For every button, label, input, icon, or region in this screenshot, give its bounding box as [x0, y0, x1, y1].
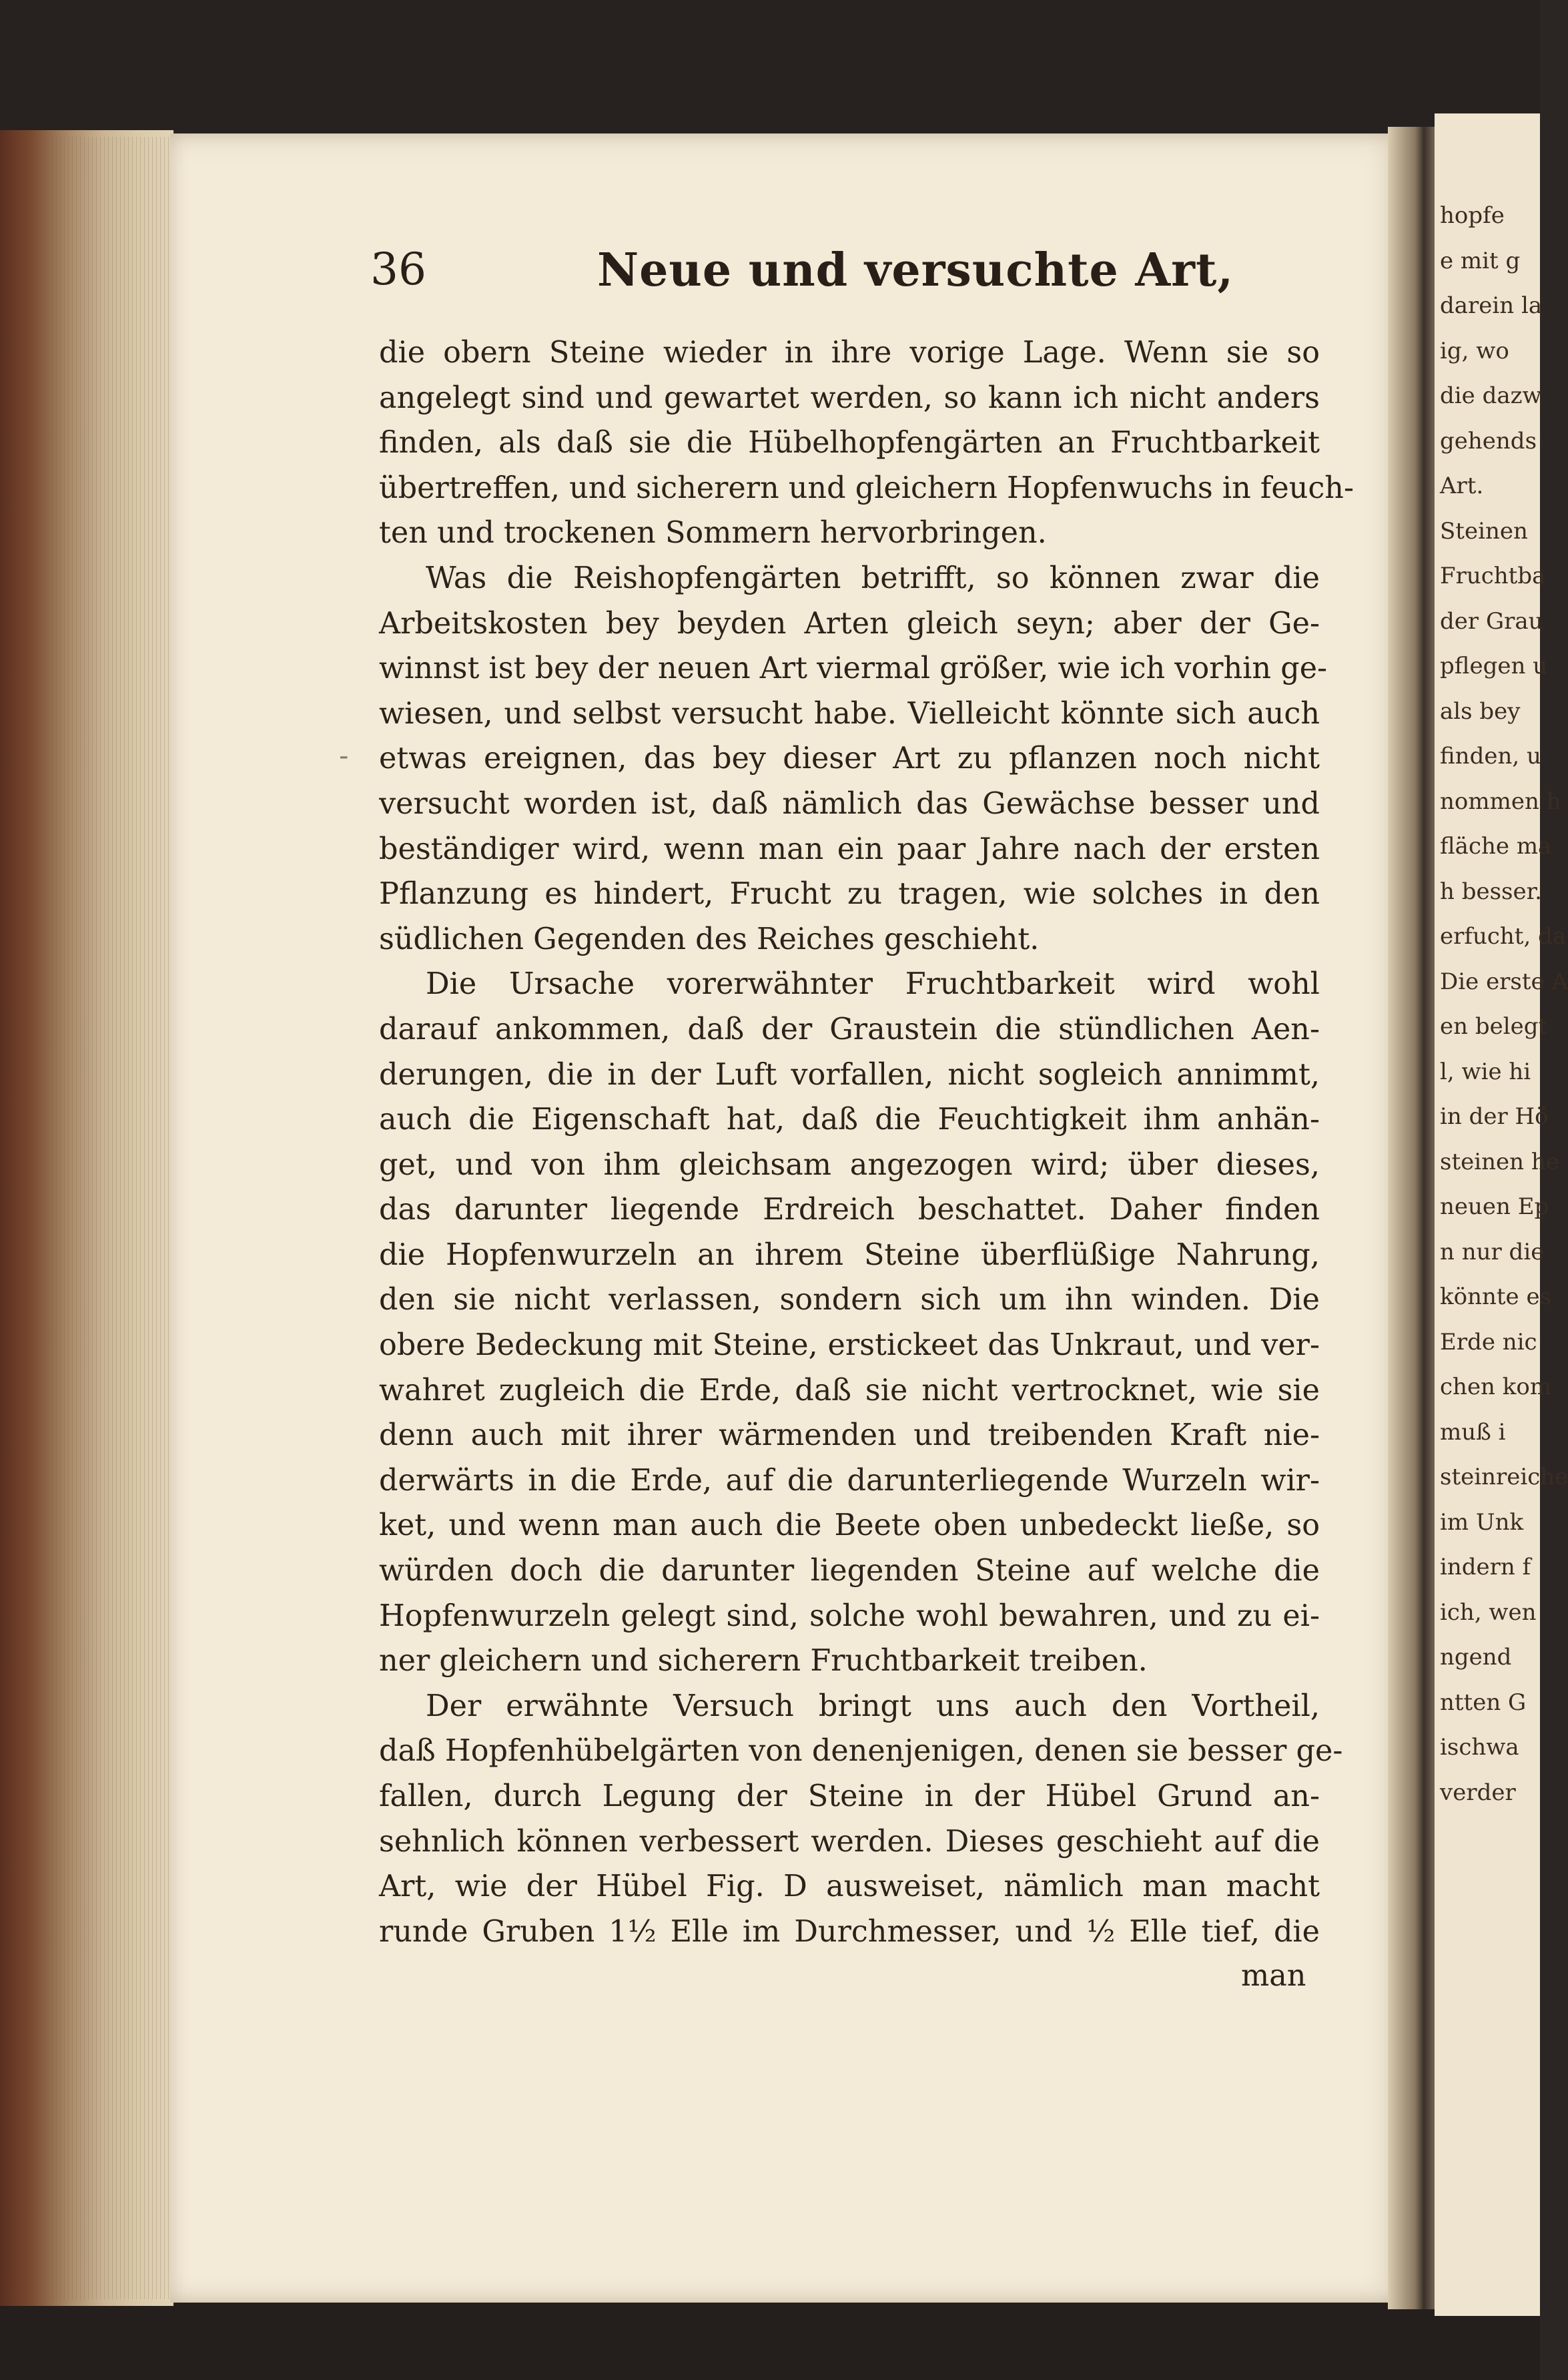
- next-page-fragment: könnte es: [1440, 1283, 1552, 1310]
- next-page-fragment: muß i: [1440, 1418, 1506, 1446]
- text-line: beständiger wird, wenn man ein paar Jahre nach der ersten: [379, 832, 1320, 866]
- text-line: das darunter liegende Erdreich beschattet. Daher finden: [379, 1193, 1320, 1227]
- text-line: sehnlich können verbessert werden. Dieses geschieht auf die: [379, 1824, 1320, 1859]
- next-page-fragment: Steinen: [1440, 517, 1528, 545]
- next-page-fragment: indern f: [1440, 1554, 1531, 1580]
- background-top: [0, 0, 1540, 143]
- next-page-fragment: nommen h: [1440, 788, 1561, 815]
- text-line: wahret zugleich die Erde, daß sie nicht vertrocknet, wie sie: [379, 1373, 1320, 1408]
- next-page-fragment: die dazw: [1440, 382, 1542, 409]
- text-line: derungen, die in der Luft vorfallen, nicht sogleich annimmt,: [379, 1057, 1320, 1092]
- text-line: den sie nicht verlassen, sondern sich um ihn winden. Die: [379, 1283, 1320, 1317]
- text-line: darauf ankommen, daß der Graustein die stündlichen Aen-: [379, 1012, 1320, 1047]
- next-page-fragment: l, wie hi: [1440, 1058, 1531, 1085]
- next-page-fragment: ich, wen: [1440, 1598, 1537, 1626]
- text-line: runde Gruben 1½ Elle im Durchmesser, und ½ Elle tief, die: [379, 1914, 1320, 1949]
- next-page-fragment: der Grau: [1440, 607, 1543, 635]
- next-page-fragment: en belegt: [1440, 1013, 1548, 1040]
- text-line: ket, und wenn man auch die Beete oben unbedeckt ließe, so: [379, 1508, 1320, 1543]
- next-page-fragment: finden, u: [1440, 743, 1541, 770]
- text-line: ten und trockenen Sommern hervorbringen.: [379, 516, 1047, 551]
- next-page-fragment: chen kom: [1440, 1374, 1552, 1400]
- text-line: die Hopfenwurzeln an ihrem Steine überflüßige Nahrung,: [379, 1237, 1320, 1272]
- next-page-fragment: ntten G: [1440, 1689, 1527, 1716]
- text-line: würden doch die darunter liegenden Steine auf welche die: [379, 1554, 1320, 1588]
- next-page-fragment: hopfe: [1440, 202, 1505, 229]
- next-page-fragment: im Unk: [1440, 1508, 1524, 1536]
- next-page-fragment: n nur die: [1440, 1238, 1545, 1265]
- body-text: [379, 330, 1354, 1954]
- next-page-fragment: h besser.: [1440, 878, 1542, 905]
- text-line: Was die Reishopfengärten betrifft, so können zwar die: [426, 561, 1320, 595]
- next-page-fragment: darein la: [1440, 292, 1543, 319]
- text-line: Pflanzung es hindert, Frucht zu tragen, wie solches in den: [379, 877, 1320, 912]
- text-line: denn auch mit ihrer wärmenden und treibenden Kraft nie-: [379, 1418, 1320, 1453]
- text-line: derwärts in die Erde, auf die darunterliegende Wurzeln wir-: [379, 1463, 1320, 1498]
- page-header: [370, 244, 1318, 304]
- next-page-fragment: ischwa: [1440, 1734, 1519, 1761]
- text-line: winnst ist bey der neuen Art viermal größer, wie ich vorhin ge-: [379, 651, 1328, 686]
- next-page-fragment: verder: [1440, 1779, 1516, 1806]
- next-page-fragment: Fruchtba: [1440, 563, 1546, 589]
- next-page-fragment: e mit g: [1440, 247, 1521, 274]
- next-page-edge: [1435, 113, 1568, 2316]
- text-line: get, und von ihm gleichsam angezogen wird; über dieses,: [379, 1147, 1320, 1182]
- text-line: südlichen Gegenden des Reiches geschieht.: [379, 922, 1040, 956]
- text-line: Arbeitskosten bey beyden Arten gleich seyn; aber der Ge-: [379, 606, 1320, 641]
- text-line: Hopfenwurzeln gelegt sind, solche wohl bewahren, und zu ei-: [379, 1598, 1320, 1633]
- next-page-fragment: steinreiche: [1440, 1464, 1568, 1490]
- text-line: auch die Eigenschaft hat, daß die Feuchtigkeit ihm anhän-: [379, 1103, 1320, 1137]
- background-bottom: [0, 2296, 1540, 2380]
- next-page-fragment: pflegen u: [1440, 653, 1548, 679]
- text-line: die obern Steine wieder in ihre vorige Lage. Wenn sie so: [379, 336, 1320, 370]
- text-line: obere Bedeckung mit Steine, erstickeet das Unkraut, und ver-: [379, 1328, 1320, 1363]
- text-line: Die Ursache vorerwähnter Fruchtbarkeit wird wohl: [426, 967, 1320, 1002]
- next-page-fragment: gehends: [1440, 427, 1537, 455]
- next-page-fragment: in der Hö: [1440, 1103, 1549, 1130]
- next-page-fragment: Die erste A: [1440, 968, 1568, 995]
- margin-mark: -: [339, 741, 349, 772]
- text-line: wiesen, und selbst versucht habe. Vielleicht könnte sich auch: [379, 696, 1320, 731]
- text-line: übertreffen, und sicherern und gleichern Hopfenwuchs in feuch-: [379, 471, 1354, 505]
- next-page-fragment: erfucht, da: [1440, 923, 1567, 950]
- page-number: 36: [370, 244, 426, 295]
- next-page-fragment: ig, wo: [1440, 337, 1509, 364]
- page-stack-texture: [40, 137, 173, 2299]
- text-line: versucht worden ist, daß nämlich das Gewächse besser und: [379, 786, 1320, 821]
- text-line: etwas ereignen, das bey dieser Art zu pflanzen noch nicht: [379, 741, 1320, 776]
- text-line: ner gleichern und sicherern Fruchtbarkeit treiben.: [379, 1644, 1148, 1679]
- text-line: Art, wie der Hübel Fig. D ausweiset, nämlich man macht: [379, 1869, 1320, 1904]
- text-line: Der erwähnte Versuch bringt uns auch den Vortheil,: [426, 1689, 1320, 1723]
- next-page-fragment: Art.: [1440, 473, 1484, 499]
- next-page-fragment: steinen he: [1440, 1148, 1559, 1175]
- text-line: angelegt sind und gewartet werden, so kann ich nicht anders: [379, 380, 1320, 415]
- text-line: daß Hopfenhübelgärten von denenjenigen, denen sie besser ge-: [379, 1734, 1343, 1769]
- next-page-fragment: Erde nic: [1440, 1328, 1537, 1356]
- text-line: fallen, durch Legung der Steine in der Hübel Grund an-: [379, 1779, 1320, 1813]
- running-title: Neue und versuchte Art,: [597, 244, 1234, 297]
- next-page-fragment: ngend: [1440, 1644, 1512, 1671]
- catchword: man: [1241, 1959, 1306, 1993]
- next-page-fragment: als bey: [1440, 697, 1521, 725]
- next-page-fragments: [1440, 194, 1568, 1815]
- next-page-fragment: neuen Ep: [1440, 1193, 1549, 1220]
- text-line: finden, als daß sie die Hübelhopfengärten an Fruchtbarkeit: [379, 426, 1320, 461]
- next-page-fragment: fläche ma: [1440, 833, 1552, 860]
